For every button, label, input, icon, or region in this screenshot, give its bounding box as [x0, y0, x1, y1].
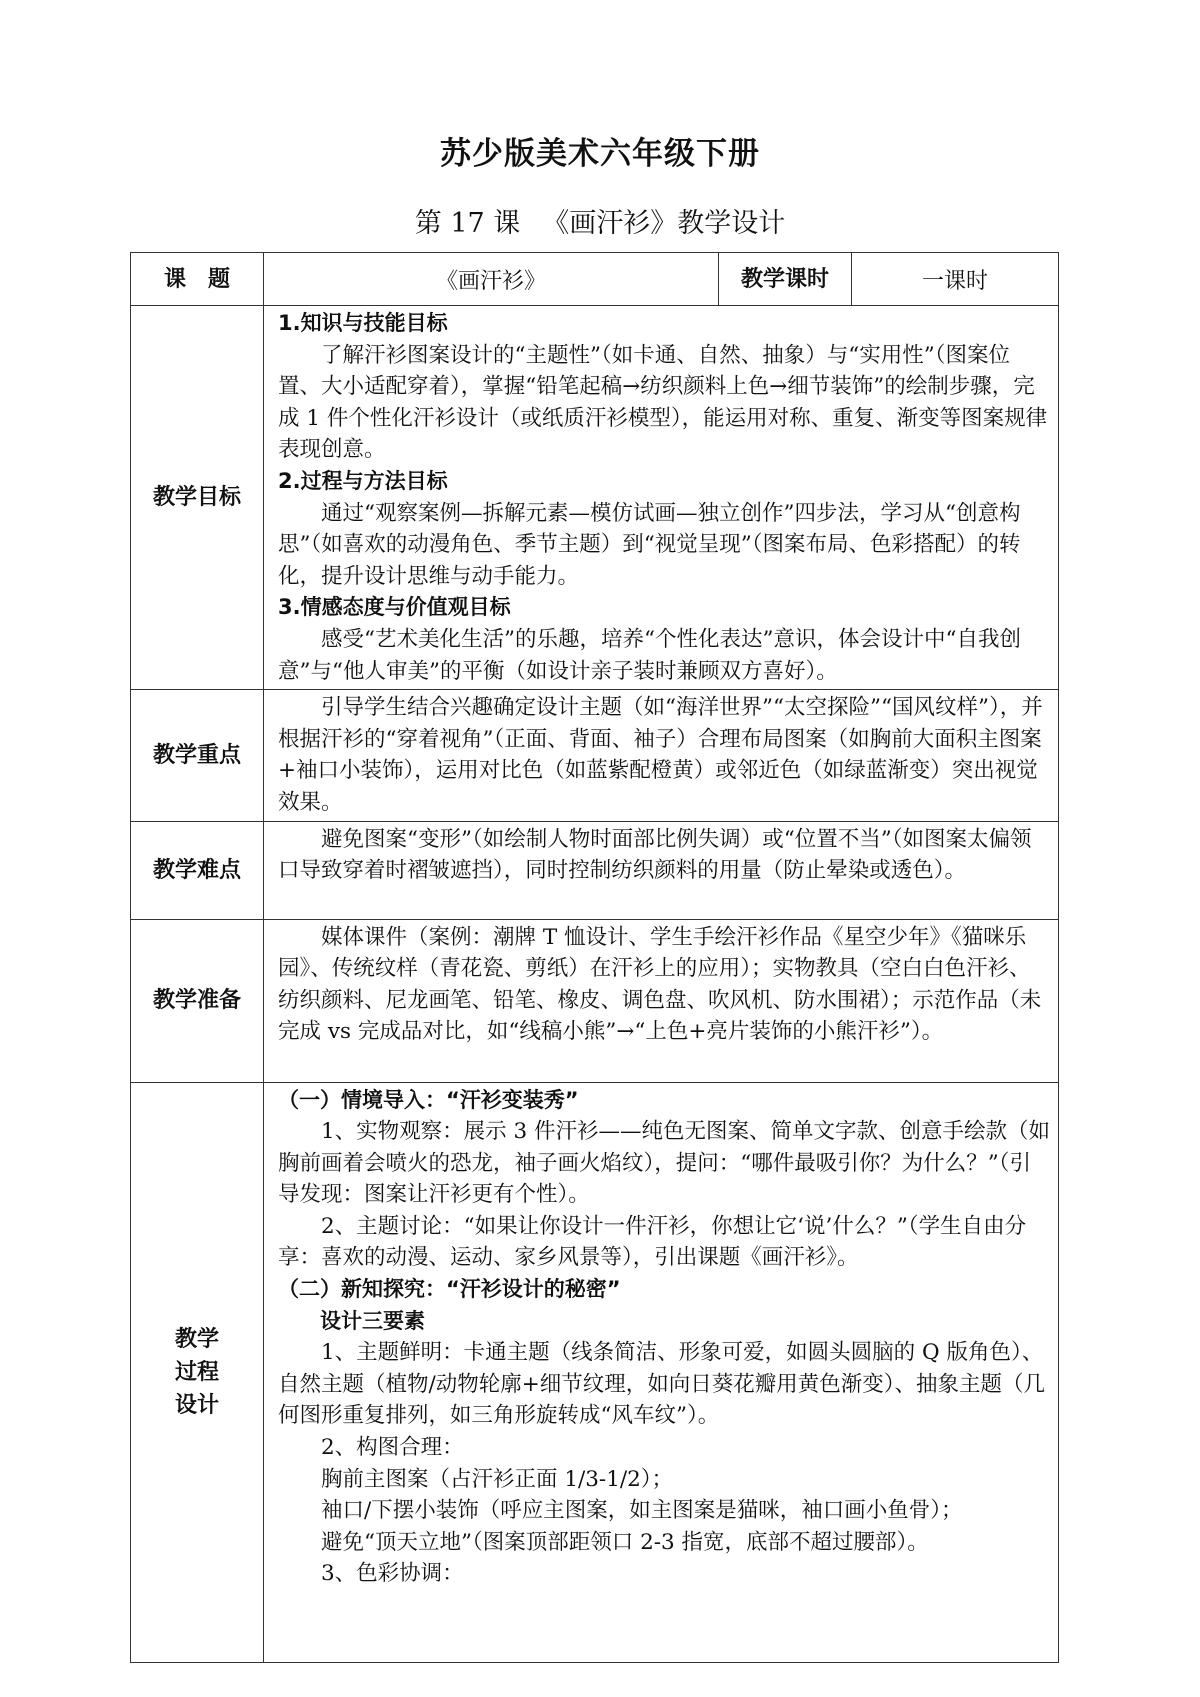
document-title: 苏少版美术六年级下册 [440, 136, 760, 172]
table-row-preparation [131, 919, 1059, 1082]
goals-content [264, 306, 1059, 690]
topic-label: 课 题 [131, 253, 264, 306]
process-section2-heading: （二）新知探究：“汗衫设计的秘密” [278, 1277, 621, 1302]
key-points-text: 引导学生结合兴趣确定设计主题（如“海洋世界”“太空探险”“国风纹样”），并根据汗衫的“穿着视角”（正面、背面、袖子）合理布局图案（如胸前大面积主图案+袖口小装饰），运用对比色（如蓝紫配橙黄）或邻近色（如绿蓝渐变）突出视觉效果。 [278, 695, 1043, 815]
process-label [131, 1082, 264, 1662]
lesson-plan-table [130, 252, 1059, 1663]
process-label-line2: 过程 [174, 1359, 219, 1385]
key-points-label: 教学重点 [131, 690, 264, 821]
goal-text-knowledge: 了解汗衫图案设计的“主题性”（如卡通、自然、抽象）与“实用性”（图案位置、大小适配穿着），掌握“铅笔起稿→纺织颜料上色→细节装饰”的绘制步骤，完成 1 件个性化汗衫设计（或纸质汗衫模型），能运用对称、重复、渐变等图案规律表现创意。 [278, 342, 1048, 463]
goal-text-process: 通过“观察案例—拆解元素—模仿试画—独立创作”四步法，学习从“创意构思”（如喜欢的动漫角色、季节主题）到“视觉呈现”（图案布局、色彩搭配）的转化，提升设计思维与动手能力。 [278, 500, 1021, 589]
table-row-difficulties [131, 821, 1059, 919]
goals-label: 教学目标 [131, 306, 264, 690]
preparation-text: 媒体课件（案例：潮牌 T 恤设计、学生手绘汗衫作品《星空少年》《猫咪乐园》、传统纹样（青花瓷、剪纸）在汗衫上的应用）；实物教具（空白白色汗衫、纺织颜料、尼龙画笔、铅笔、橡皮、调色盘、吹风机、防水围裙）；示范作品（未完成 vs 完成品对比，如“线稿小熊”→“上色+亮片装饰的小熊汗衫”）。 [278, 924, 1042, 1045]
goal-heading-emotion: 3.情感态度与价值观目标 [278, 595, 511, 620]
table-row-topic [131, 253, 1059, 306]
difficulties-label: 教学难点 [131, 821, 264, 919]
process-section2-text6: 3、色彩协调： [321, 1561, 464, 1587]
process-label-line3: 设计 [174, 1392, 219, 1418]
hours-value: 一课时 [852, 253, 1059, 306]
process-section2-text4: 袖口/下摆小装饰（呼应主图案，如主图案是猫咪，袖口画小鱼骨）； [321, 1498, 963, 1524]
key-points-content [264, 690, 1059, 821]
process-section2-text5: 避免“顶天立地”（图案顶部距领口 2-3 指宽，底部不超过腰部）。 [321, 1529, 929, 1555]
lesson-topic: 《画汗衫》教学设计 [542, 208, 786, 239]
process-section1-heading: （一）情境导入：“汗衫变装秀” [278, 1087, 579, 1112]
goal-text-emotion: 感受“艺术美化生活”的乐趣，培养“个性化表达”意识，体会设计中“自我创意”与“他人审美”的平衡（如设计亲子装时兼顾双方喜好）。 [278, 626, 1021, 684]
preparation-content [264, 919, 1059, 1082]
process-section2-subheading: 设计三要素 [320, 1308, 425, 1333]
lesson-number: 第 17 课 [414, 208, 521, 239]
process-section2-text1: 1、主题鲜明：卡通主题（线条简洁、形象可爱，如圆头圆脑的 Q 版角色）、自然主题（植物/动物轮廓+细节纹理，如向日葵花瓣用黄色渐变）、抽象主题（几何图形重复排列，如三角形旋转成“风车纹”）。 [278, 1340, 1046, 1429]
process-section2-text3: 胸前主图案（占汗衫正面 1/3-1/2）； [321, 1466, 674, 1492]
table-row-key-points [131, 690, 1059, 821]
table-row-goals [131, 306, 1059, 690]
process-section1-text1: 1、实物观察：展示 3 件汗衫——纯色无图案、简单文字款、创意手绘款（如胸前画着会喷火的恐龙，袖子画火焰纹），提问：“哪件最吸引你？为什么？”（引导发现：图案让汗衫更有个性）。 [278, 1119, 1051, 1208]
process-section2-text2: 2、构图合理： [321, 1435, 464, 1461]
table-row-process [131, 1082, 1059, 1662]
topic-value: 《画汗衫》 [264, 253, 719, 306]
document-subtitle [0, 201, 1200, 240]
goal-heading-knowledge: 1.知识与技能目标 [278, 311, 448, 335]
difficulties-text: 避免图案“变形”（如绘制人物时面部比例失调）或“位置不当”（如图案太偏领口导致穿着时褶皱遮挡），同时控制纺织颜料的用量（防止晕染或透色）。 [278, 826, 1032, 884]
goal-heading-process: 2.过程与方法目标 [278, 468, 448, 493]
process-content [264, 1082, 1059, 1662]
process-label-line1: 教学 [174, 1326, 219, 1352]
difficulties-content [264, 821, 1059, 919]
hours-label: 教学课时 [719, 253, 852, 306]
preparation-label: 教学准备 [131, 919, 264, 1082]
process-section1-text2: 2、主题讨论：“如果让你设计一件汗衫，你想让它‘说’什么？”（学生自由分享：喜欢的动漫、运动、家乡风景等），引出课题《画汗衫》。 [278, 1213, 1027, 1271]
